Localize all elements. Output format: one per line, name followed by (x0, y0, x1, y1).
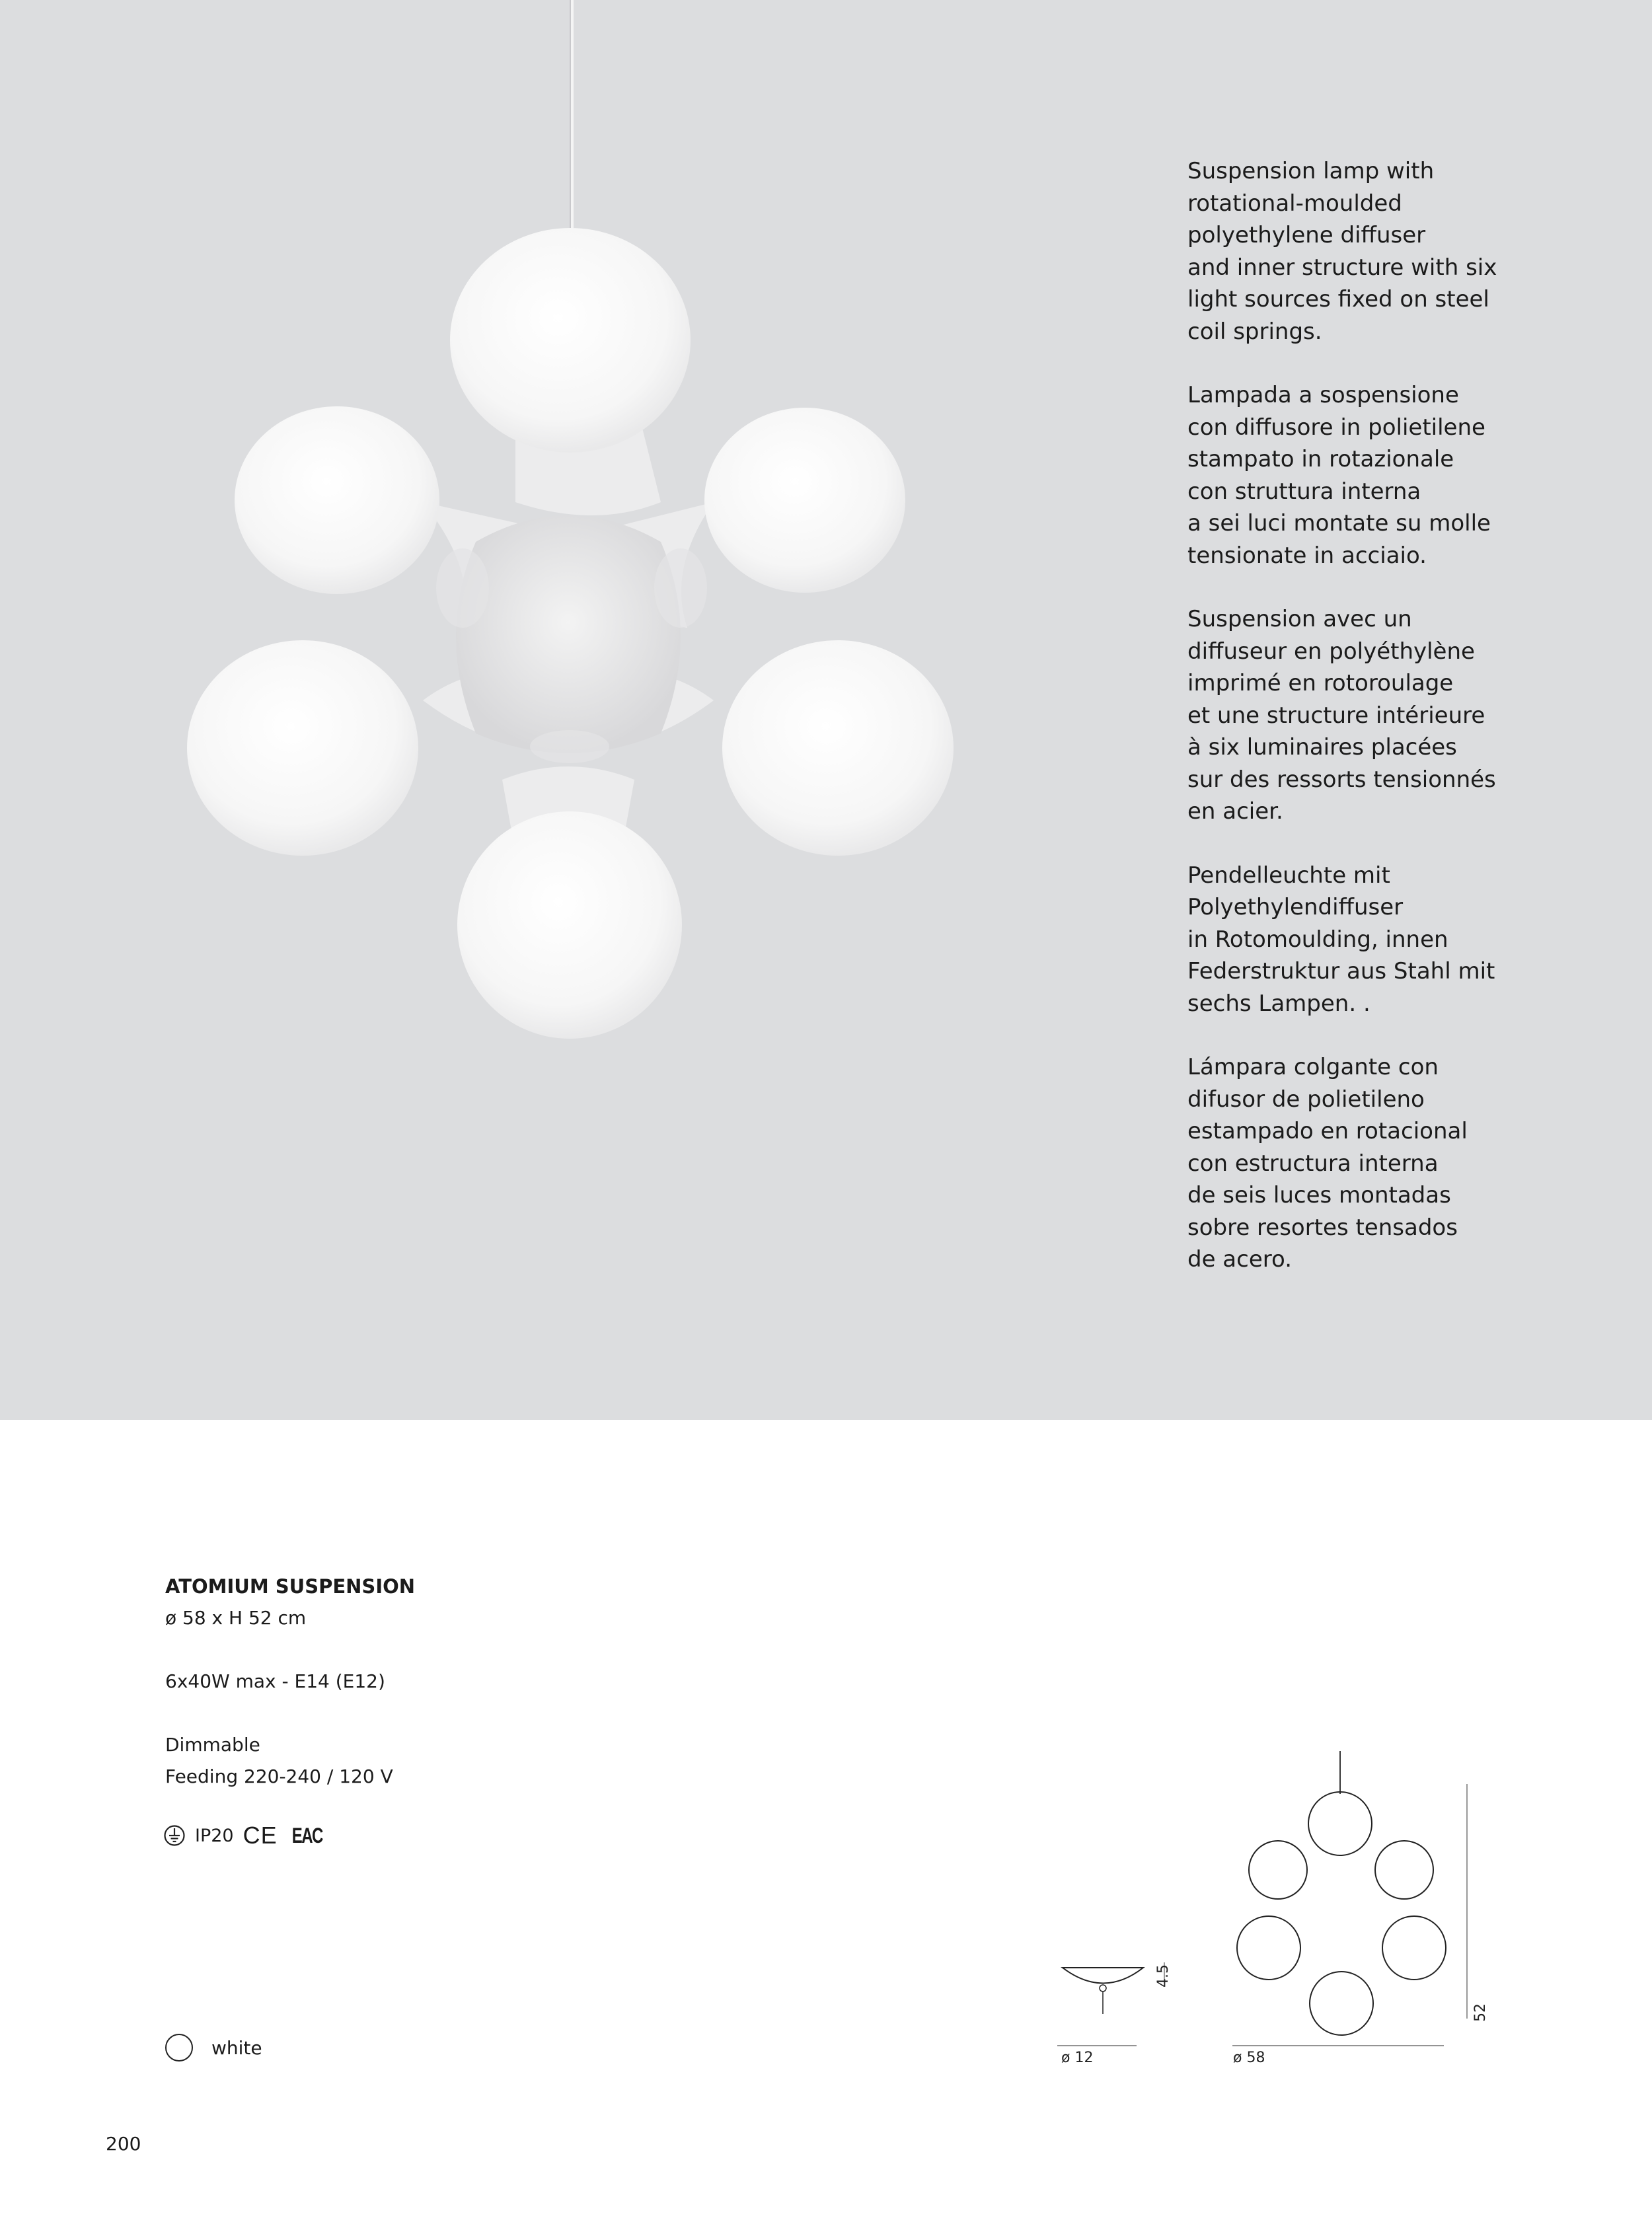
product-specs (165, 1571, 760, 1793)
product-dimensions: ø 58 x H 52 cm (165, 1607, 307, 1629)
eac-mark: EAC (291, 1823, 322, 1847)
product-dimmable: Dimmable (165, 1734, 260, 1756)
canopy-height-label: 4.5 (1155, 1964, 1172, 1988)
ip-rating: IP20 (195, 1825, 234, 1846)
spacer (165, 1634, 760, 1666)
description-italian: Lampada a sospensione con diffusore in polietilene stampato in rotazionale con struttura interna a sei luci montate su molle tensionate in acciaio. (1187, 382, 1491, 569)
page-number: 200 (106, 2133, 141, 2155)
ce-mark: CE (243, 1822, 278, 1849)
ground-symbol-icon (163, 1824, 186, 1847)
description-german: Pendelleuchte mit Polyethylendiffuser in Rotomoulding, innen Federstruktur aus Stahl mit sechs Lampen. . (1187, 862, 1495, 1017)
lamp-height-label: 52 (1472, 2003, 1489, 2022)
finish-label: white (211, 2037, 262, 2059)
finish-swatch-white (165, 2034, 193, 2062)
dimension-drawing (1044, 1738, 1520, 2081)
description-spanish: Lámpara colgante con difusor de polietileno estampado en rotacional con estructura interna de seis luces montadas sobre resortes tensados de acero. (1187, 1054, 1468, 1273)
product-description (1187, 155, 1610, 1308)
technical-drawings (1044, 1738, 1520, 2081)
canopy-diameter-label: ø 12 (1061, 2050, 1094, 2066)
lamp-photo (0, 0, 1123, 1420)
certification-marks (163, 1822, 327, 1849)
lamp-diameter-label: ø 58 (1233, 2050, 1265, 2066)
description-english: Suspension lamp with rotational-moulded polyethylene diffuser and inner structure with six light sources fixed on steel coil springs. (1187, 158, 1497, 345)
spacer (165, 1697, 760, 1729)
description-french: Suspension avec un diffuseur en polyéthylène imprimé en rotoroulage et une structure intérieure à six luminaires placées sur des ressorts tensionnés en acier. (1187, 606, 1496, 825)
product-feeding: Feeding 220-240 / 120 V (165, 1765, 393, 1787)
product-name: ATOMIUM SUSPENSION (165, 1575, 416, 1598)
product-power: 6x40W max - E14 (E12) (165, 1670, 385, 1692)
